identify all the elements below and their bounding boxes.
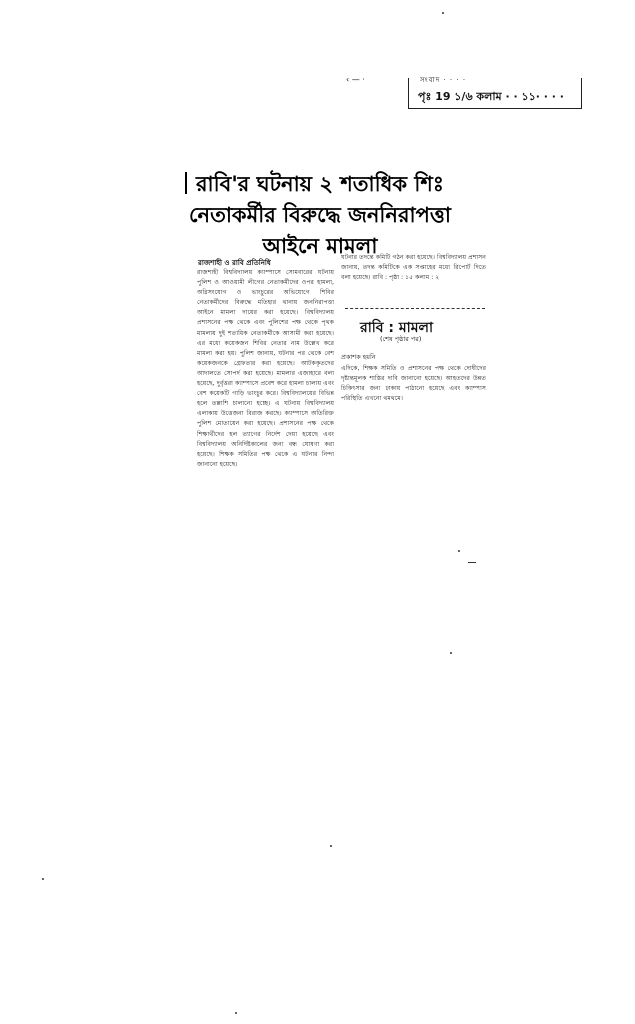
body-text: রাজশাহী বিশ্ববিদ্যালয় ক্যাম্পাসে সোমবারের ঘটনায় পুলিশ ও আওয়ামী লীগের নেতাকর্মীদের ওপর হামলা, অগ্নিসংযোগ ও ভাংচুরের অভিযোগে শিবির নেতাকর্মীদের বিরুদ্ধে মতিহার থানায় জননিরাপত্তা আইনে মামলা দায়ের করা হয়েছে। বিশ্ববিদ্যালয় প্রশাসনের পক্ষ থেকে এবং পুলিশের পক্ষ থেকে পৃথক মামলায় দুই শতাধিক নেতাকর্মীকে আসামী করা হয়েছে। এর মধ্যে কয়েকজন শিবির নেতার নাম উল্লেখ করে মামলা করা হয়। পুলিশ জানায়, ঘটনার পর থেকে বেশ কয়েকজনকে গ্রেফতার করা হয়েছে। আটককৃতদের আদালতে সোপর্দ করা হয়েছে। মামলার এজাহারে বলা হয়েছে, দুর্বৃত্তরা ক্যাম্পাসে প্রবেশ করে হামলা চালায় এবং বেশ কয়েকটি গাড়ি ভাংচুর করে। বিশ্ববিদ্যালয়ের বিভিন্ন হলে তল্লাশি চালানো হচ্ছে। এ ঘটনায় বিশ্ববিদ্যালয় এলাকায় উত্তেজনা বিরাজ করছে। ক্যাম্পাসে অতিরিক্ত পুলিশ মোতায়েন করা হয়েছে। প্রশাসনের পক্ষ থেকে শিক্ষার্থীদের হল ত্যাগের নির্দেশ দেয়া হয়েছে এবং বিশ্ববিদ্যালয় অনির্দিষ্টকালের জন্য বন্ধ ঘোষণা করা হয়েছে। শিক্ষক সমিতির পক্ষ থেকে এ ঘটনার নিন্দা জানানো হয়েছে। <box>197 269 334 468</box>
body-text: ঘটনার তদন্তে কমিটি গঠন করা হয়েছে। বিশ্ববিদ্যালয় প্রশাসন জানায়, তদন্ত কমিটিকে এক সপ্তাহের মধ্যে রিপোর্ট দিতে বলা হয়েছে। রাবি : পৃষ্ঠা : ১৫ কলাম : ২ <box>341 254 486 282</box>
scan-speck <box>458 550 460 552</box>
continued-label: প্রকাশক হয়নি <box>341 353 376 361</box>
article-body-column-2 <box>341 253 486 303</box>
headline-line-3: আইনে মামলা <box>262 234 378 258</box>
scan-speck <box>42 878 44 880</box>
continued-subheading: (শেষ পৃষ্ঠার পর) <box>380 335 422 343</box>
stamp-page-column: পৃঃ 19 ১/৬ কলাম · · ১১· · · · <box>418 90 564 103</box>
scan-speck <box>468 562 476 563</box>
margin-mark: ‹ — · <box>346 75 365 84</box>
scan-speck <box>450 652 452 654</box>
continued-body <box>341 352 486 422</box>
article-body-column-1 <box>197 268 334 508</box>
scan-speck <box>442 12 444 14</box>
body-text: এদিকে, শিক্ষক সমিতি ও প্রশাসনের পক্ষ থেকে দোষীদের দৃষ্টান্তমূলক শাস্তির দাবি জানানো হয়েছে। আহতদের উন্নত চিকিৎসার জন্য ঢাকায় পাঠানো হয়েছে এবং ক্যাম্পাস পরিস্থিতি এখনো থমথমে। <box>341 365 486 403</box>
headline-line-1: রাবি'র ঘটনায় ২ শতাধিক শিঃ <box>196 172 444 196</box>
headline-line-2: নেতাকর্মীর বিরুদ্ধে জননিরাপত্তা <box>189 203 451 227</box>
scan-speck <box>235 1012 237 1014</box>
divider <box>345 308 485 309</box>
continued-heading: রাবি : মামলা <box>360 320 434 336</box>
byline: রাজশাহী ও রাবি প্রতিনিধি <box>198 259 271 267</box>
stamp-source: সংবাদ · · · · <box>420 76 467 84</box>
scan-speck <box>330 845 332 847</box>
